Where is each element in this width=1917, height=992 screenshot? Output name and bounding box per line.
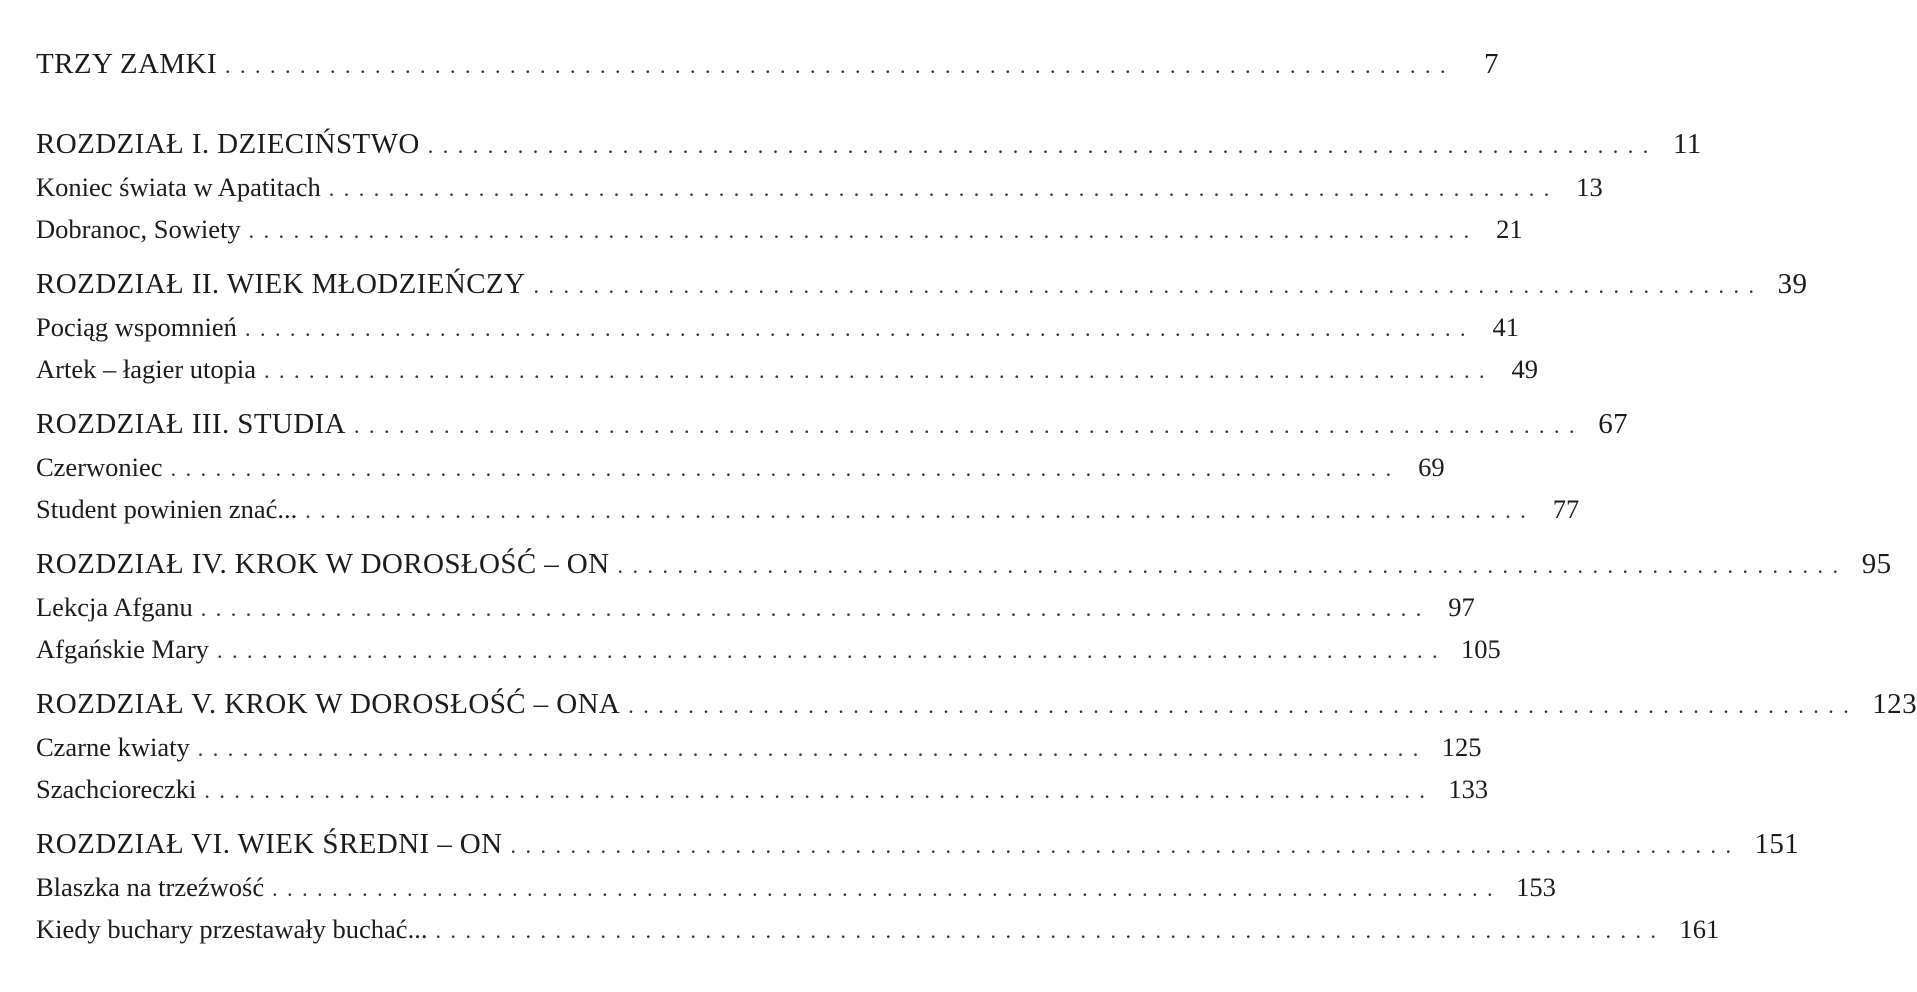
- toc-entry[interactable]: [36, 828, 1800, 861]
- toc-entry-page: 7: [1484, 48, 1499, 80]
- toc-entry-page: 151: [1754, 828, 1800, 860]
- toc-entry-title: Szachcioreczki: [36, 774, 197, 804]
- toc-entry-page: 161: [1679, 914, 1720, 944]
- toc-entry[interactable]: [36, 688, 1917, 721]
- toc-entry-page: 123: [1872, 688, 1917, 720]
- toc-entry[interactable]: [36, 592, 1475, 623]
- toc-entry-page: 95: [1861, 548, 1892, 580]
- toc-entry-page: 97: [1448, 592, 1475, 622]
- dot-leader: ..................................................................................: [354, 413, 1585, 438]
- toc-entry-title: ROZDZIAŁ V. KROK W DOROSŁOŚĆ – ONA: [36, 688, 621, 720]
- toc-entry-title: ROZDZIAŁ II. WIEK MŁODZIEŃCZY: [36, 268, 526, 300]
- dot-leader: ..................................................................................: [533, 273, 1764, 298]
- toc-entry-title: Lekcja Afganu: [36, 592, 193, 622]
- toc-entry[interactable]: [36, 914, 1720, 945]
- toc-entry[interactable]: [36, 494, 1580, 525]
- toc-entry[interactable]: [36, 214, 1523, 245]
- toc-entry-page: 41: [1492, 312, 1519, 342]
- dot-leader: ..................................................................................: [328, 176, 1559, 201]
- toc-entry-title: Czarne kwiaty: [36, 732, 190, 762]
- toc-entry-page: 39: [1777, 268, 1808, 300]
- dot-leader: ..................................................................................: [204, 778, 1435, 803]
- dot-leader: ..................................................................................: [628, 693, 1859, 718]
- dot-leader: ..................................................................................: [197, 736, 1428, 761]
- dot-leader: ..................................................................................: [617, 553, 1848, 578]
- toc-entry-title: Blaszka na trzeźwość: [36, 872, 265, 902]
- toc-entry-page: 125: [1441, 732, 1482, 762]
- toc-entry-page: 153: [1516, 872, 1556, 902]
- toc-entry-title: Afgańskie Mary: [36, 634, 209, 664]
- toc-entry-title: Kiedy buchary przestawały buchać...: [36, 914, 428, 944]
- toc-entry-page: 13: [1576, 172, 1603, 202]
- toc-entry-title: ROZDZIAŁ III. STUDIA: [36, 408, 347, 440]
- dot-leader: ..................................................................................: [224, 53, 1455, 78]
- toc-entry-page: 11: [1672, 128, 1702, 160]
- toc-entry[interactable]: [36, 634, 1501, 665]
- toc-entry-page: 77: [1552, 494, 1580, 524]
- toc-entry-page: 49: [1511, 354, 1539, 384]
- toc-entry[interactable]: [36, 48, 1499, 81]
- toc-entry[interactable]: [36, 128, 1702, 161]
- dot-leader: ..................................................................................: [216, 638, 1447, 663]
- dot-leader: ..................................................................................: [200, 596, 1431, 621]
- dot-leader: ..................................................................................: [435, 918, 1666, 943]
- toc-entry-title: Artek – łagier utopia: [36, 354, 257, 384]
- dot-leader: ..................................................................................: [510, 833, 1741, 858]
- toc-entry-title: Pociąg wspomnień: [36, 312, 237, 342]
- toc-entry-title: Dobranoc, Sowiety: [36, 214, 241, 244]
- toc-entry[interactable]: [36, 172, 1603, 203]
- toc-entry-title: Student powinien znać...: [36, 494, 298, 524]
- toc-entry-title: ROZDZIAŁ VI. WIEK ŚREDNI – ON: [36, 828, 503, 860]
- toc-entry-page: 105: [1460, 634, 1501, 664]
- dot-leader: ..................................................................................: [427, 133, 1658, 158]
- dot-leader: ..................................................................................: [264, 358, 1495, 383]
- toc-entry[interactable]: [36, 452, 1445, 483]
- toc-entry[interactable]: [36, 732, 1482, 763]
- toc-entry[interactable]: [36, 872, 1556, 903]
- toc-entry[interactable]: [36, 268, 1808, 301]
- toc-entry-title: TRZY ZAMKI: [36, 48, 217, 80]
- toc-entry-page: 21: [1496, 214, 1523, 244]
- dot-leader: ..................................................................................: [272, 876, 1503, 901]
- toc-entry-title: Czerwoniec: [36, 452, 163, 482]
- dot-leader: ..................................................................................: [248, 218, 1479, 243]
- toc-entry[interactable]: [36, 354, 1539, 385]
- toc-entry-title: ROZDZIAŁ IV. KROK W DOROSŁOŚĆ – ON: [36, 548, 610, 580]
- toc-entry[interactable]: [36, 312, 1519, 343]
- toc-entry-title: Koniec świata w Apatitach: [36, 172, 321, 202]
- toc-entry-page: 133: [1448, 774, 1489, 804]
- dot-leader: ..................................................................................: [244, 316, 1475, 341]
- dot-leader: ..................................................................................: [170, 456, 1401, 481]
- toc-entry-page: 69: [1418, 452, 1445, 482]
- toc-entry-title: ROZDZIAŁ I. DZIECIŃSTWO: [36, 128, 420, 160]
- dot-leader: ..................................................................................: [305, 498, 1536, 523]
- toc-entry-page: 67: [1598, 408, 1629, 440]
- toc-entry[interactable]: [36, 408, 1629, 441]
- toc-entry[interactable]: [36, 774, 1489, 805]
- toc-entry[interactable]: [36, 548, 1892, 581]
